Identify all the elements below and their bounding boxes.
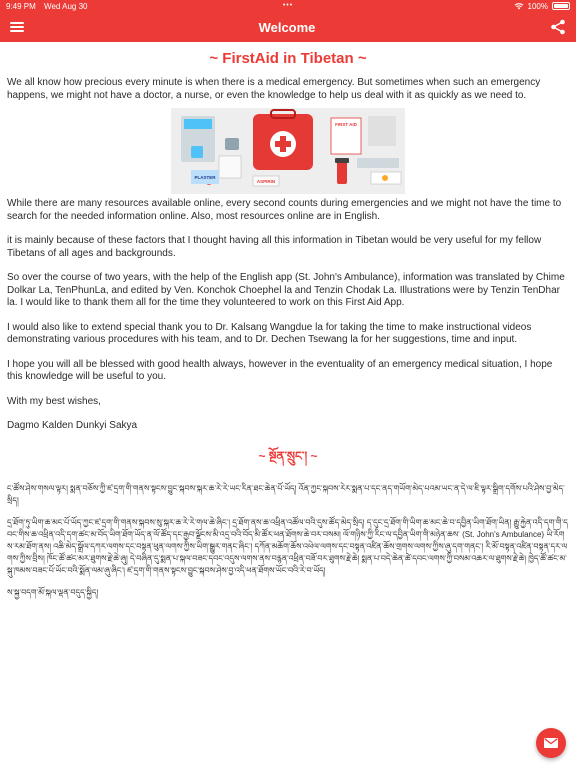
tibetan-title: ~ སྔོན་སྲུང་། ~ [258, 448, 318, 463]
mail-icon [544, 738, 558, 748]
status-right [514, 2, 570, 11]
intro-paragraph-5: I would also like to extend special thank you to Dr. Kalsang Wangdue la for taking the time to make instructional videos demonstrating various procedures with his team, and to Dr. Dechen Tsewang la for her suggestions, time and input. [7, 321, 532, 345]
status-time: 9:49 PM [6, 1, 36, 11]
tibetan-paragraph-2: དྲ་ཐོག་ཏུ་ཡིག་ཆ་མང་པོ་ཡོད་ཀྱང་ཛ་དྲག་གི་གནས་སྐབས་སུ་སྐར་ཆ་རེ་རེ་གལ་ཆེ་ཞིང་། དྲ་ཐོག་ནས་ཆ་འཕྲིན་འཚོལ་བའི་དུས་ཚོད་མེད་སྲིད། ད་དུང་དྲ་ཐོག་གི་ཡིག་ཆ་མང་ཆེ་བ་དབྱིན་ཡིག་ཐོག་ཡིན། རྒྱུ་རྐྱེན་འདི་དག་གི་དབང་གིས་ཆ་འཕྲིན་འདི་དག་ཚང་མ་བོད་ཡིག་ཐོག་ཡོད་ན་ལོ་ཚོད་དང་རྒྱབ་ལྗོངས་མི་འདྲ་བའི་བོད་མི་ཚོར་ཕན་ཐོགས་ཆེ་བར་བསམ། ལོ་གཉིས་ཀྱི་རིང་ལ་དབྱིན་ཡིག་གི་མཉེན་ཆས་ (St. John's Ambulance) ཡི་རོགས་རམ་ཐོག་ནས། འཆི་མེད་སྒྲོལ་དཀར་ལགས་དང་བསྟན་ཕུན་ལགས་ཀྱིས་ཡིག་སྒྱུར་གནང་ཞིང་། དཀོན་མཆོག་ཆོས་འཕེལ་ལགས་དང་བསྟན་འཛིན་ཆོས་གྲགས་ལགས་ཀྱིས་ཞུ་དག་གནང་། རི་མོ་བསྟན་འཛིན་བསྟན་དར་ལགས་ཀྱིས་བྲིས། ཁོང་ཚོ་ཚང་མར་ཐུགས་རྗེ་ཆེ་ཞུ། དེ་བཞིན་དུ་སྨན་པ་སྐལ་བཟང་དབང་འདུས་ལགས་ནས་བརྙན་འཕྲིན་བཟོ་བར་ཐུགས་རྗེ་ཆེ། སྨན་པ་བདེ་ཆེན་ཚེ་དབང་ལགས་ཀྱི་བསམ་འཆར་ལ་ཐུགས་རྗེ་ཆེ། ཁྱེད་ཚོ་ཚང་མ་སྐུ་ཁམས་བཟང་པོ་ཡོང་བའི་སྨོན་ལམ་ཞུ་ཞིང་། ཛ་དྲག་གི་གནས་སྟངས་བྱུང་སྐབས་ཤེས་བྱ་འདི་ཕན་ཐོགས་ཡོང་བའི་རེ་བ་ཡོད། [7, 517, 568, 575]
closing-wishes: With my best wishes, [7, 395, 101, 407]
wifi-icon [514, 2, 524, 10]
intro-paragraph-2: While there are many resources available online, every second counts during emergencies and we might not have the time to search for the needed information online. Also, most resources online are in English. [7, 198, 562, 222]
intro-paragraph-6: I hope you will all be blessed with good health always, however in the eventuality of an emergency medical situation, I hope this knowledge will be useful to you. [7, 358, 553, 382]
tibetan-paragraph-1: ང་ཚོས་ཤེས་གསལ་ལྟར། སྨན་བཅོས་ཀྱི་ཛ་དྲག་གི་གནས་སྟངས་བྱུང་སྐབས་སྐར་ཆ་རེ་རེ་ཡང་རིན་ཐང་ཆེན་པོ་ཡོད། འོན་ཀྱང་སྐབས་རེར་སྨན་པ་དང་ནད་གཡོག་མེད་པའམ་ཡང་ན་དེ་ལ་ཇི་ལྟར་སྒྲིག་དགོས་པའི་ཤེས་བྱ་མེད་སྲིད། [7, 483, 565, 505]
app-bar [0, 12, 576, 42]
multitask-dots-icon[interactable]: ••• [282, 2, 294, 9]
menu-icon[interactable] [10, 22, 24, 32]
status-bar [0, 0, 576, 12]
page-title: ~ FirstAid in Tibetan ~ [209, 50, 367, 67]
main-content [0, 50, 576, 599]
intro-paragraph-1: We all know how precious every minute is when there is a medical emergency. But sometimes when such an emergency happens, we might not have a doctor, a nurse, or even the knowledge to help us deal with it as quickly as we need to. [7, 77, 541, 101]
mail-button[interactable] [536, 728, 566, 758]
intro-paragraph-4: So over the course of two years, with the help of the English app (St. John's Ambulance), information was translated by Chime Dolkar La, TenPhunLa, and edited by Ven. Konchok Choephel la and Tenzin Chodak La. Illustrations were by Tenzin TenDhar la. I would like to thank them all for the time they volunteered to work on this First Aid App. [7, 272, 565, 308]
status-left [6, 2, 93, 11]
first-aid-booklet-label: FIRST AID [335, 122, 357, 127]
share-icon[interactable] [550, 19, 566, 35]
intro-paragraph-3: it is mainly because of these factors that I thought having all this information in Tibetan would be very useful for my fellow Tibetans of all ages and backgrounds. [7, 235, 542, 259]
plaster-label: PLASTER [194, 175, 216, 180]
aspirin-label: ASPIRIN [256, 179, 276, 184]
battery-icon [552, 2, 570, 10]
app-bar-title: Welcome [258, 19, 316, 35]
tibetan-signature: ས་སྐྱ་བདག་མོ་སྐལ་ལྡན་བདུད་སྐྱིད། [7, 587, 99, 597]
first-aid-kit-illustration [171, 108, 405, 194]
status-date: Wed Aug 30 [44, 1, 88, 11]
battery-percent: 100% [527, 1, 548, 11]
author-signature: Dagmo Kalden Dunkyi Sakya [7, 420, 138, 431]
